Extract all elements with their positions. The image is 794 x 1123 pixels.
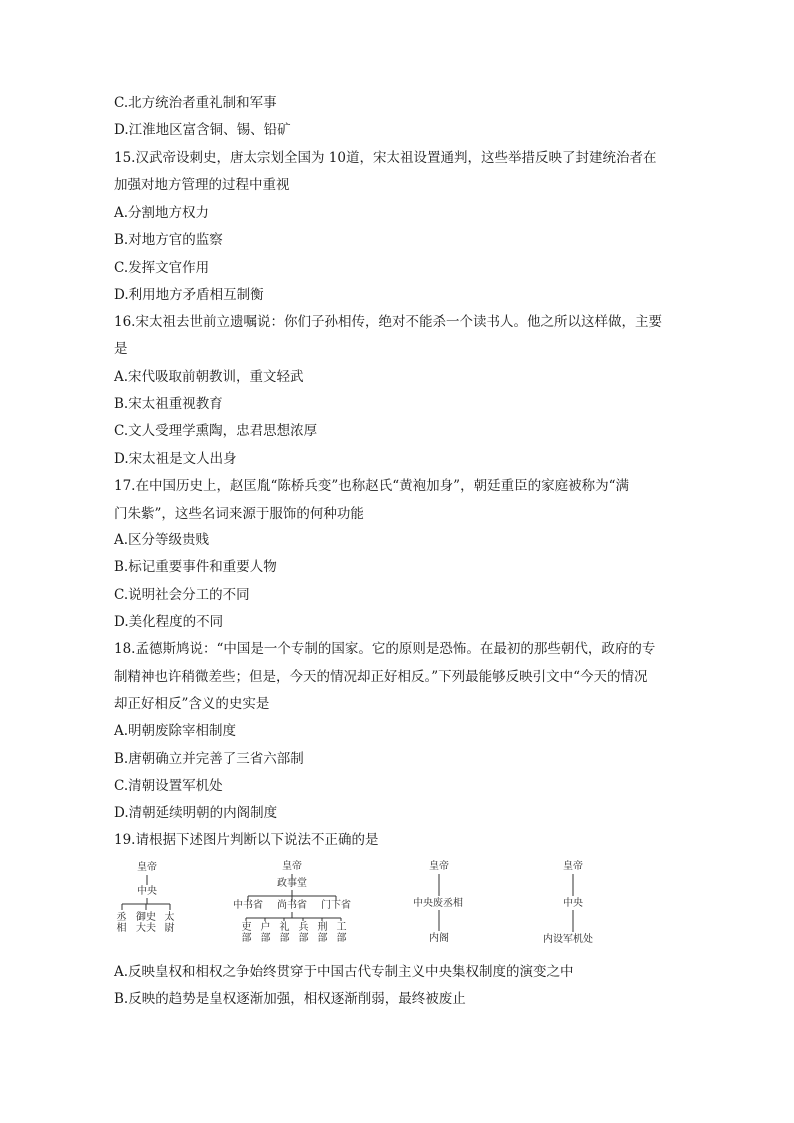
option-14d: D.江淮地区富含铜、锡、铅矿 <box>114 122 291 138</box>
question-17-line2: 门朱紫”，这些名词来源于服饰的何种功能 <box>114 506 364 522</box>
option-18a: A.明朝废除宰相制度 <box>114 723 237 739</box>
question-16-line2: 是 <box>114 341 128 357</box>
diagram-tang-bu-2: 礼部 <box>279 922 290 944</box>
diagram-tang-sheng-1: 尚书省 <box>277 900 307 911</box>
question-18-line3: 却正好相反”含义的史实是 <box>114 696 270 712</box>
diagram-tang-sheng-0: 中书省 <box>233 900 263 911</box>
option-16d: D.宋太祖是文人出身 <box>114 451 237 467</box>
diagram-ming-mid: 中央废丞相 <box>413 898 463 909</box>
diagram-qing <box>540 852 610 944</box>
question-18-line1: 18.孟德斯鸠说：“中国是一个专制的国家。它的原则是恐怖。在最初的那些朝代，政府的专 <box>114 641 656 657</box>
diagram-qing-bottom: 内设军机处 <box>543 934 593 945</box>
option-19a: A.反映皇权和相权之争始终贯穿于中国古代专制主义中央集权制度的演变之中 <box>114 964 574 980</box>
option-16c: C.文人受理学熏陶，忠君思想浓厚 <box>114 423 318 439</box>
option-14c: C.北方统治者重礼制和军事 <box>114 95 277 111</box>
option-16b: B.宋太祖重视教育 <box>114 396 223 412</box>
diagram-ming-bottom: 内阁 <box>429 933 449 944</box>
diagram-tang-bu-5: 工部 <box>336 922 347 944</box>
option-15b: B.对地方官的监察 <box>114 232 223 248</box>
option-19b: B.反映的趋势是皇权逐渐加强，相权逐渐削弱，最终被废止 <box>114 991 466 1007</box>
option-18d: D.清朝延续明朝的内阁制度 <box>114 805 278 821</box>
diagram-tang-bu-0: 吏部 <box>241 922 252 944</box>
diagram-qing-mid: 中央 <box>563 898 583 909</box>
option-15d: D.利用地方矛盾相互制衡 <box>114 287 264 303</box>
option-15a: A.分割地方权力 <box>114 205 210 221</box>
diagram-qin-han <box>112 852 182 944</box>
diagram-qing-top: 皇帝 <box>563 861 583 872</box>
question-15-line1: 15.汉武帝设刺史，唐太宗划全国为 10道，宋太祖设置通判，这些举措反映了封建统治者在 <box>114 150 657 166</box>
diagram-qin-han-center: 御史大夫 <box>136 912 156 934</box>
question-17-line1: 17.在中国历史上，赵匡胤“陈桥兵变”也称赵氏“黄袍加身”，朝廷重臣的家庭被称为“满 <box>114 478 629 494</box>
diagram-tang-bu-3: 兵部 <box>298 922 309 944</box>
diagram-qin-han-right: 太尉 <box>164 912 175 934</box>
question-15-line2: 加强对地方管理的过程中重视 <box>114 177 290 193</box>
question-18-line2: 制精神也许稍微差些；但是，今天的情况却正好相反。”下列最能够反映引文中“今天的情况 <box>114 669 648 685</box>
diagram-tang-bu-4: 刑部 <box>317 922 328 944</box>
question-16-line1: 16.宋太祖去世前立遗嘱说：你们子孙相传，绝对不能杀一个读书人。他之所以这样做，主要 <box>114 314 662 330</box>
diagram-tang <box>228 852 358 944</box>
diagram-qin-han-left: 丞相 <box>116 912 127 934</box>
option-16a: A.宋代吸取前朝教训，重文轻武 <box>114 369 304 385</box>
option-17a: A.区分等级贵贱 <box>114 532 210 548</box>
question-19: 19.请根据下述图片判断以下说法不正确的是 <box>114 832 379 848</box>
diagram-tang-sheng-2: 门下省 <box>321 900 351 911</box>
option-15c: C.发挥文官作用 <box>114 260 210 276</box>
diagram-tang-bu-1: 户部 <box>260 922 271 944</box>
option-17b: B.标记重要事件和重要人物 <box>114 559 277 575</box>
diagram-ming <box>405 852 475 944</box>
diagram-tang-top: 皇帝 <box>282 861 302 872</box>
diagram-qin-han-top: 皇帝 <box>137 862 157 873</box>
diagram-ming-top: 皇帝 <box>429 861 449 872</box>
diagram-tang-mid: 政事堂 <box>277 878 307 889</box>
option-17d: D.美化程度的不同 <box>114 614 224 630</box>
option-18c: C.清朝设置军机处 <box>114 778 223 794</box>
option-17c: C.说明社会分工的不同 <box>114 587 250 603</box>
option-18b: B.唐朝确立并完善了三省六部制 <box>114 751 304 767</box>
diagram-qin-han-mid: 中央 <box>137 886 157 897</box>
